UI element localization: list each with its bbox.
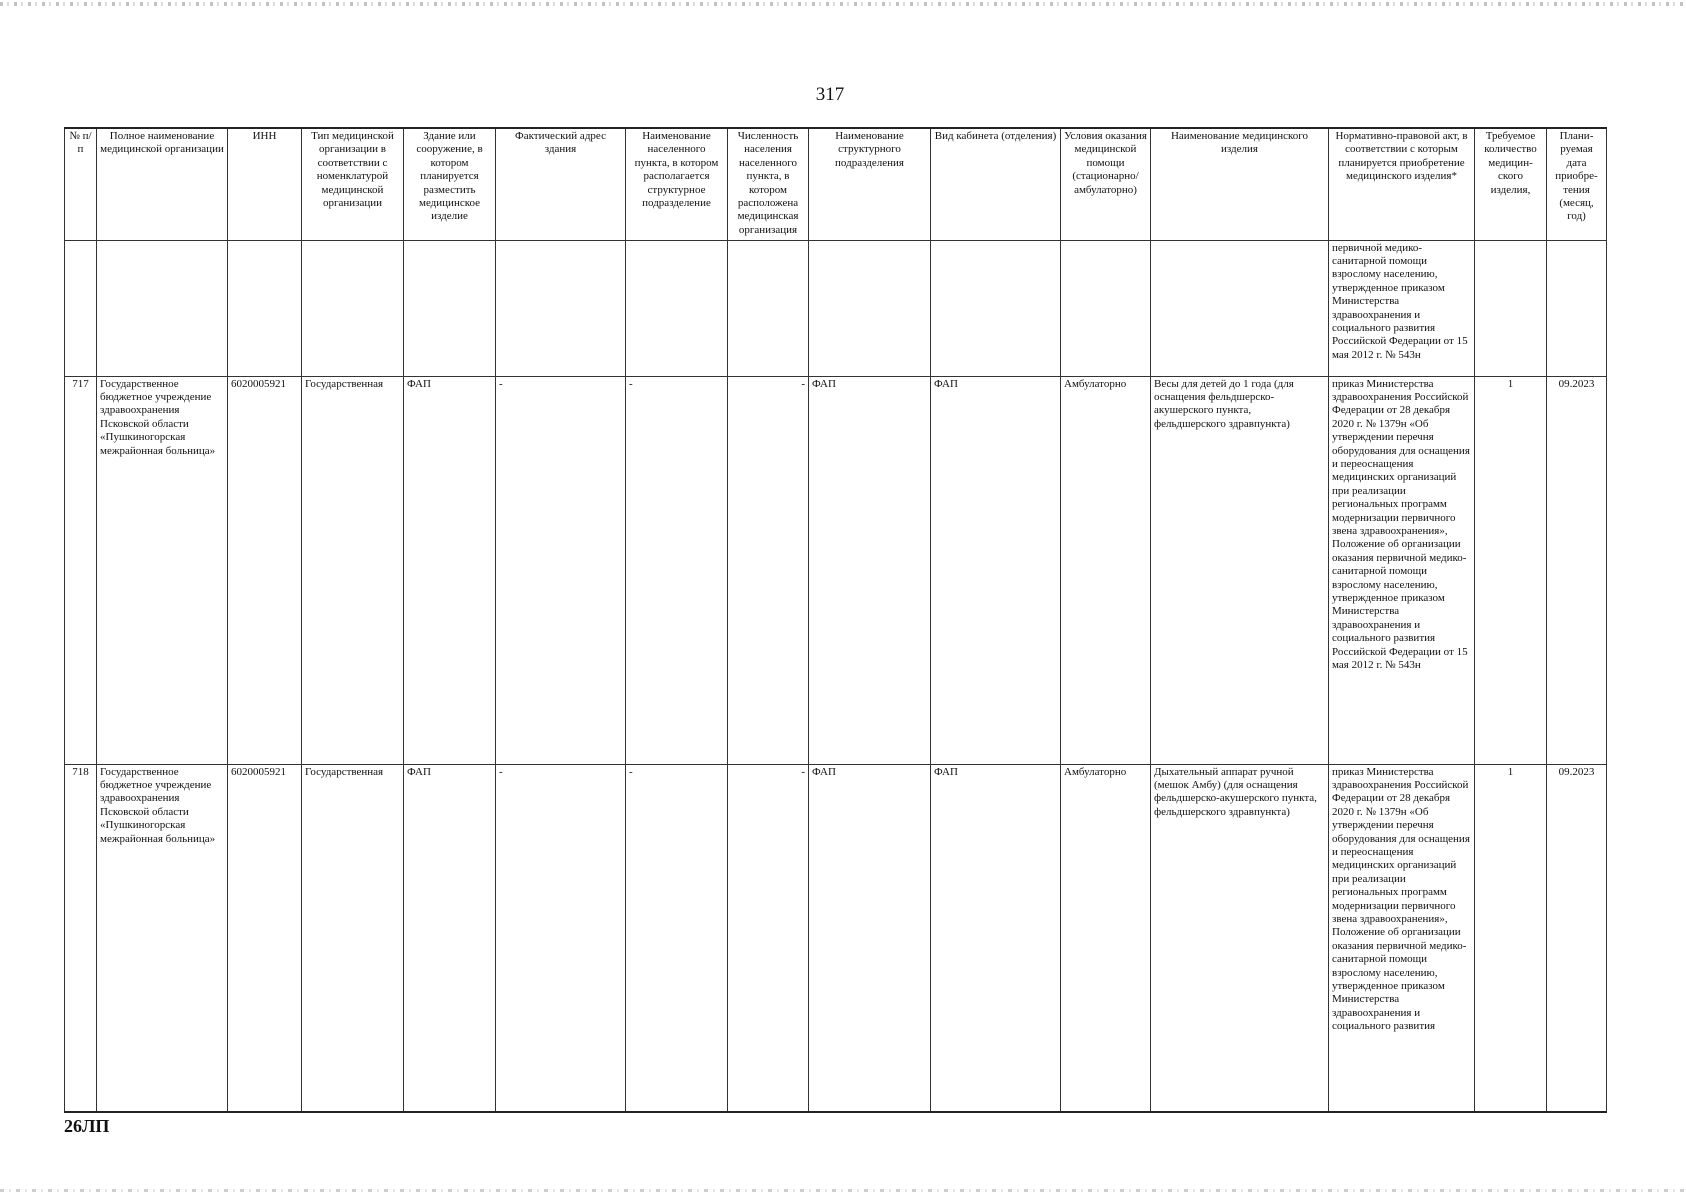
column-header: Здание или сооружение, в котором планируется разместить медицинское изделие — [404, 128, 496, 240]
building-cell: ФАП — [404, 764, 496, 1112]
column-header: Фактический адрес здания — [496, 128, 626, 240]
device-cell: Весы для детей до 1 года (для оснащения фельдшерско-акушерского пункта, фельдшерского здравпункта) — [1151, 376, 1329, 764]
table-cell — [626, 240, 728, 376]
table-cell — [931, 240, 1061, 376]
legal-act-cell: первичной медико-санитарной помощи взрослому населению, утвержденное приказом Министерства здравоохранения и социального развития Российской Федерации от 15 мая 2012 г. № 543н — [1329, 240, 1475, 376]
settlement-cell: - — [626, 764, 728, 1112]
row-number-cell: 718 — [65, 764, 97, 1112]
scan-bottom-edge — [0, 1189, 1686, 1192]
table-cell — [1475, 240, 1547, 376]
population-cell: - — [728, 376, 809, 764]
conditions-cell: Амбулаторно — [1061, 376, 1151, 764]
column-header: Наименование структурного подразделения — [809, 128, 931, 240]
column-header: № п/п — [65, 128, 97, 240]
column-header: Условия оказания медицинской помощи (стационарно/ амбулаторно) — [1061, 128, 1151, 240]
settlement-cell: - — [626, 376, 728, 764]
table-cell — [404, 240, 496, 376]
legal-act-cell: приказ Министерства здравоохранения Российской Федерации от 28 декабря 2020 г. № 1379н «Об утверждении перечня оборудования для оснащения и переоснащения медицинских организаций при реализации региональных программ модернизации первичного звена здравоохранения», Положение об организации оказания первичной медико-санитарной помощи взрослому населению, утвержденное приказом Министерства здравоохранения и социального развития — [1329, 764, 1475, 1112]
column-header: Наименование медицинского изделия — [1151, 128, 1329, 240]
division-cell: ФАП — [809, 376, 931, 764]
device-cell: Дыхательный аппарат ручной (мешок Амбу) (для оснащения фельдшерско-акушерского пункта, фельдшерского здравпункта) — [1151, 764, 1329, 1112]
date-cell: 09.2023 — [1547, 376, 1607, 764]
address-cell: - — [496, 764, 626, 1112]
date-cell: 09.2023 — [1547, 764, 1607, 1112]
building-cell: ФАП — [404, 376, 496, 764]
table-cell — [97, 240, 228, 376]
row-number-cell: 717 — [65, 376, 97, 764]
table-row — [65, 376, 1607, 764]
table-cell — [1547, 240, 1607, 376]
table-cell — [65, 240, 97, 376]
table-cell — [496, 240, 626, 376]
column-header: Численность населения населенного пункта, в котором расположена медицинская организация — [728, 128, 809, 240]
table-row — [65, 764, 1607, 1112]
table-cell — [1151, 240, 1329, 376]
page-number: 317 — [815, 84, 845, 105]
conditions-cell: Амбулаторно — [1061, 764, 1151, 1112]
organization-cell: Государственное бюджетное учреждение здравоохранения Псковской области «Пушкиногорская межрайонная больница» — [97, 376, 228, 764]
org-type-cell: Государственная — [302, 764, 404, 1112]
org-type-cell: Государственная — [302, 376, 404, 764]
inn-cell: 6020005921 — [228, 376, 302, 764]
organization-cell: Государственное бюджетное учреждение здравоохранения Псковской области «Пушкиногорская межрайонная больница» — [97, 764, 228, 1112]
column-header: Нормативно-правовой акт, в соответствии с которым планируется приобретение медицинского изделия* — [1329, 128, 1475, 240]
column-header: ИНН — [228, 128, 302, 240]
quantity-cell: 1 — [1475, 376, 1547, 764]
table-cell — [302, 240, 404, 376]
table-row-continuation — [65, 240, 1607, 376]
column-header: Полное наименование медицинской организации — [97, 128, 228, 240]
equipment-table — [64, 127, 1607, 1113]
cabinet-cell: ФАП — [931, 376, 1061, 764]
table-cell — [228, 240, 302, 376]
column-header: Вид кабинета (отделения) — [931, 128, 1061, 240]
table-cell — [809, 240, 931, 376]
table-cell — [1061, 240, 1151, 376]
column-header: Требуемое количество медицин-ского изделия, — [1475, 128, 1547, 240]
table-cell — [728, 240, 809, 376]
scan-top-edge — [0, 2, 1686, 6]
column-header: Тип медицинской организации в соответствии с номенклатурой медицинской организации — [302, 128, 404, 240]
address-cell: - — [496, 376, 626, 764]
column-header: Плани-руемая дата приобре-тения (месяц, год) — [1547, 128, 1607, 240]
table-header-row — [65, 128, 1607, 240]
legal-act-cell: приказ Министерства здравоохранения Российской Федерации от 28 декабря 2020 г. № 1379н «Об утверждении перечня оборудования для оснащения и переоснащения медицинских организаций при реализации региональных программ модернизации первичного звена здравоохранения», Положение об организации оказания первичной медико-санитарной помощи взрослому населению, утвержденное приказом Министерства здравоохранения и социального развития Российской Федерации от 15 мая 2012 г. № 543н — [1329, 376, 1475, 764]
quantity-cell: 1 — [1475, 764, 1547, 1112]
column-header: Наименование населенного пункта, в котором располагается структурное подразделение — [626, 128, 728, 240]
inn-cell: 6020005921 — [228, 764, 302, 1112]
population-cell: - — [728, 764, 809, 1112]
division-cell: ФАП — [809, 764, 931, 1112]
document-code: 26ЛП — [64, 1116, 110, 1136]
cabinet-cell: ФАП — [931, 764, 1061, 1112]
